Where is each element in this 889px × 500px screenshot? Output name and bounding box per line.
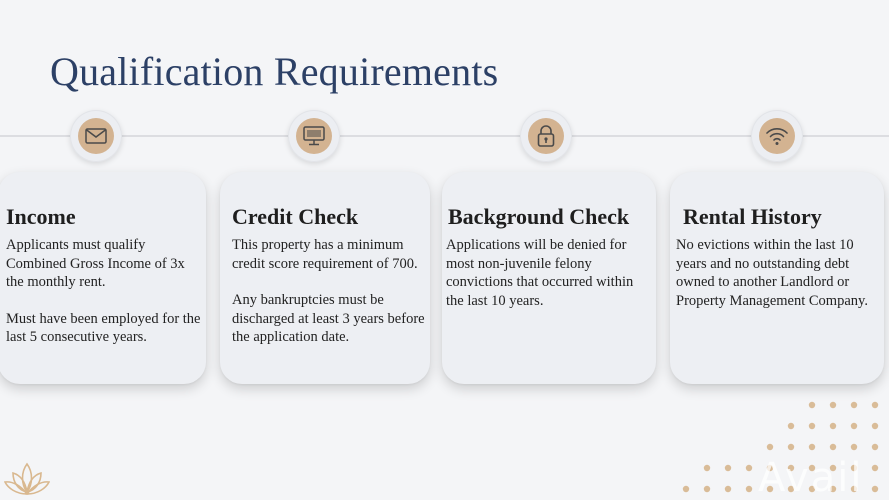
decorative-dot xyxy=(788,423,794,429)
page-title: Qualification Requirements xyxy=(50,49,499,94)
decorative-dot xyxy=(872,486,878,492)
decorative-dot xyxy=(872,444,878,450)
rental-history-paragraph: No evictions within the last 10 years and no outstanding debt owned to another Landlord or Property Management Company. xyxy=(676,237,868,309)
step-4-icon-badge xyxy=(751,110,803,162)
decorative-dot xyxy=(851,423,857,429)
decorative-dot xyxy=(830,423,836,429)
padlock-icon xyxy=(537,125,555,147)
decorative-dot xyxy=(704,465,710,471)
wifi-icon xyxy=(765,126,789,146)
decorative-dot xyxy=(872,465,878,471)
decorative-dot xyxy=(851,444,857,450)
income-paragraph: Must have been employed for the last 5 consecutive years. xyxy=(6,310,201,345)
background-check-card-title: Background Check xyxy=(448,204,630,229)
monitor-icon xyxy=(303,126,325,146)
decorative-dot xyxy=(767,444,773,450)
credit-check-paragraph: This property has a minimum credit score requirement of 700. xyxy=(232,237,418,272)
decorative-dot xyxy=(725,465,731,471)
decorative-dot xyxy=(809,423,815,429)
decorative-dot xyxy=(683,486,689,492)
background-check-paragraph: Applications will be denied for most non-juvenile felony convictions that occurred within the last 10 years. xyxy=(446,237,634,309)
credit-check-card xyxy=(220,172,430,384)
background-check-card-body xyxy=(446,236,646,310)
step-2-icon-badge xyxy=(288,110,340,162)
rental-history-card xyxy=(670,172,884,384)
rental-history-card-title: Rental History xyxy=(683,204,822,229)
decorative-dot xyxy=(704,486,710,492)
income-paragraph: Applicants must qualify Combined Gross Income of 3x the monthly rent. xyxy=(6,237,185,290)
step-3-icon-badge xyxy=(520,110,572,162)
decorative-dot xyxy=(809,444,815,450)
decorative-dot xyxy=(746,486,752,492)
decorative-dot xyxy=(872,402,878,408)
decorative-dot xyxy=(725,486,731,492)
step-1-icon-badge xyxy=(70,110,122,162)
decorative-dot xyxy=(809,402,815,408)
decorative-dot xyxy=(851,402,857,408)
watermark-text: Avail xyxy=(758,455,864,500)
background-check-card xyxy=(442,172,656,384)
income-card-body xyxy=(6,236,202,347)
envelope-icon xyxy=(85,128,107,144)
decorative-dot xyxy=(872,423,878,429)
decorative-dot xyxy=(830,402,836,408)
decorative-dot xyxy=(746,465,752,471)
decorative-dot xyxy=(830,444,836,450)
credit-check-card-title: Credit Check xyxy=(232,204,359,229)
income-card-title: Income xyxy=(6,204,76,229)
decorative-dot xyxy=(788,444,794,450)
rental-history-card-body xyxy=(676,236,878,310)
income-card xyxy=(0,172,206,384)
credit-check-paragraph: Any bankruptcies must be discharged at least 3 years before the application date. xyxy=(232,292,425,345)
credit-check-card-body xyxy=(232,236,426,347)
lotus-logo-icon xyxy=(4,460,50,500)
